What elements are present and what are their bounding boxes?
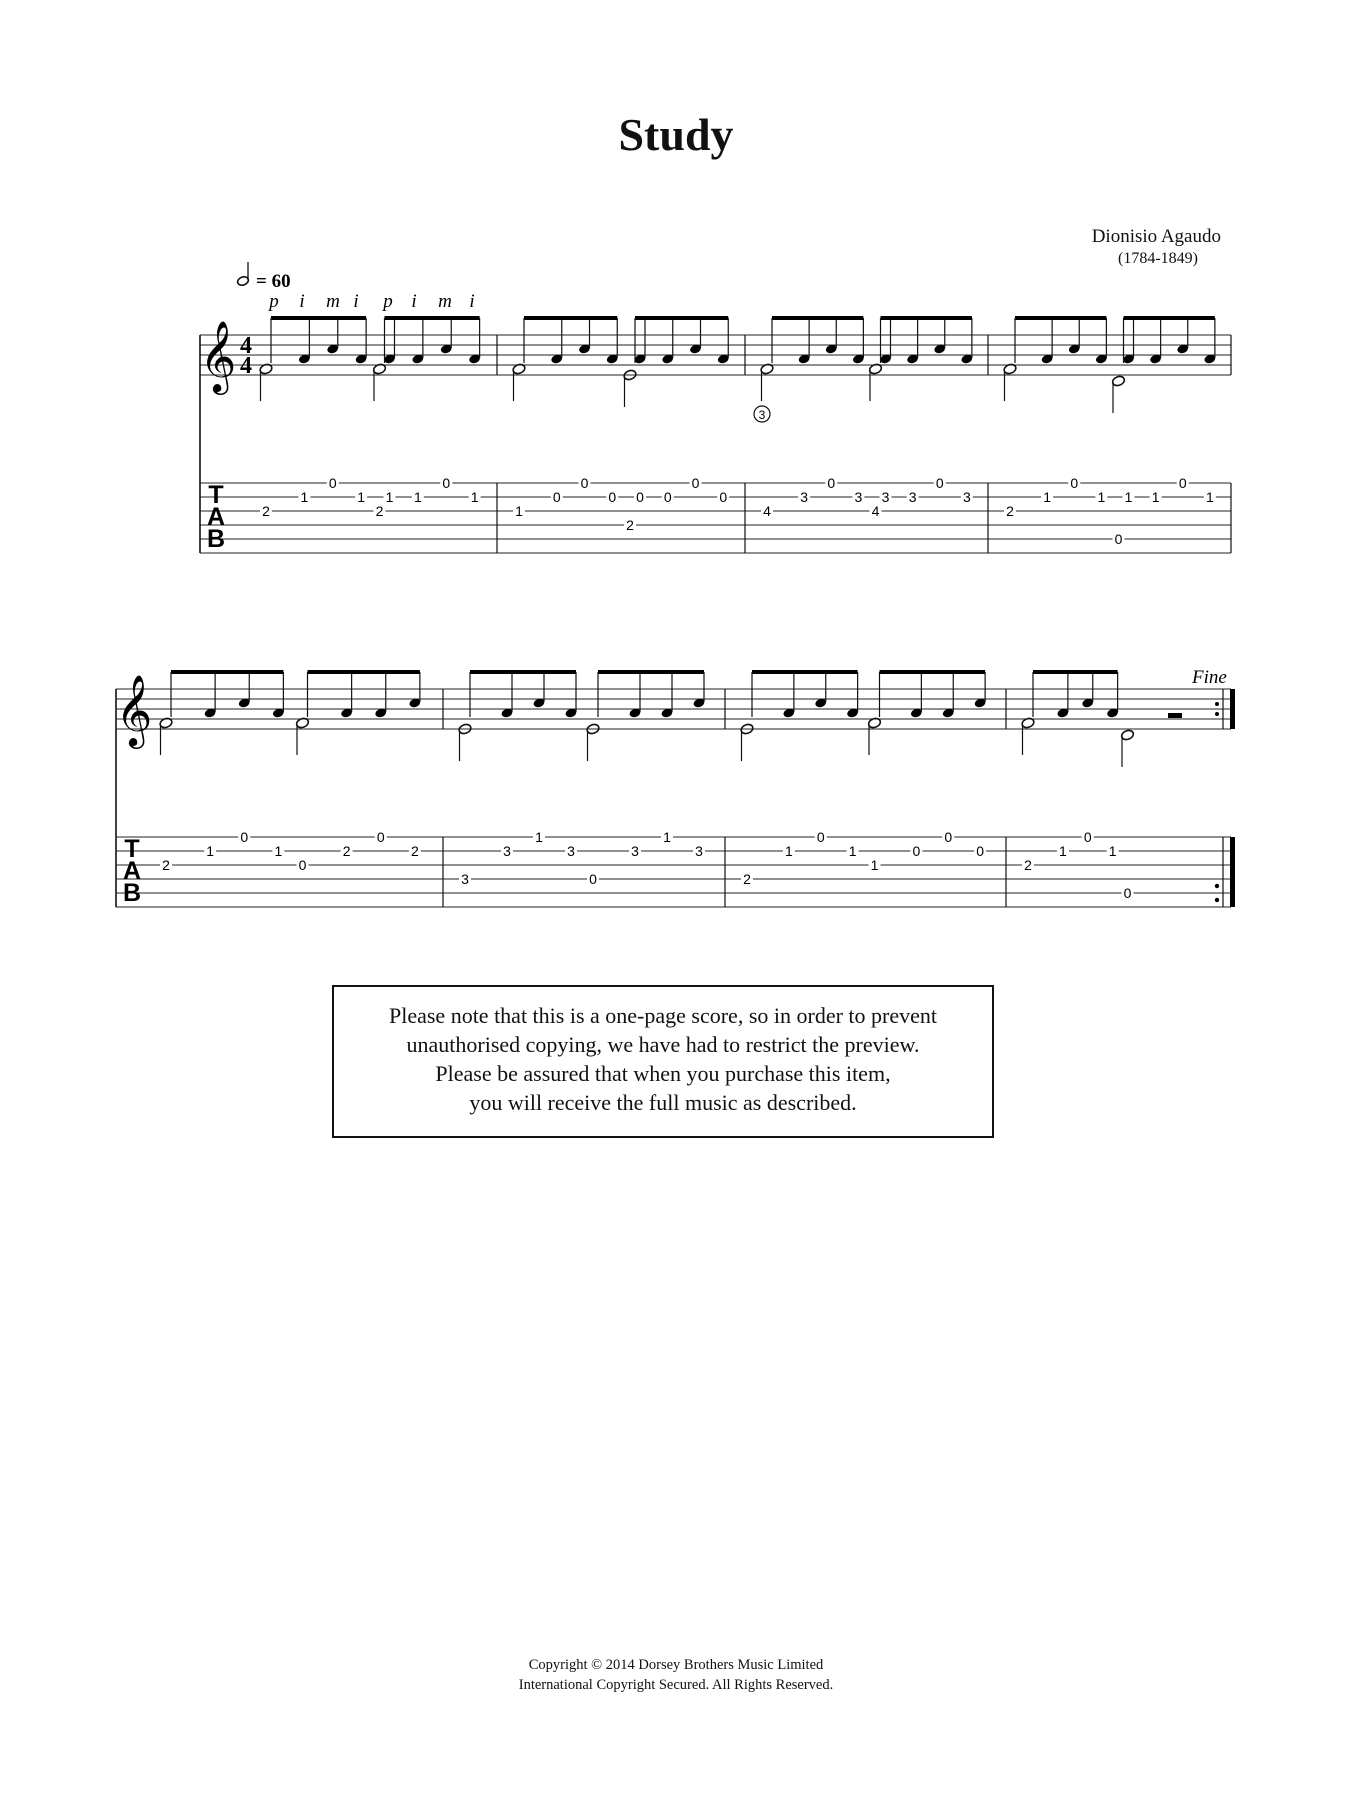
tab-fret-number: 0 (912, 843, 921, 859)
tab-fret-number: 1 (1058, 843, 1067, 859)
fingering-m: m (326, 291, 340, 312)
beam (772, 316, 863, 320)
tab-fret-number: 0 (976, 843, 985, 859)
string-indicator (754, 406, 770, 422)
tab-label-A: A (206, 503, 226, 531)
fingering-m: m (438, 291, 452, 312)
beam (171, 670, 283, 674)
tab-fret-number: 0 (1178, 475, 1187, 491)
beam (524, 316, 617, 320)
half-rest (1168, 713, 1182, 718)
beam (752, 670, 858, 674)
tab-fret-number: 1 (870, 857, 879, 873)
tab-fret-number: 0 (442, 475, 451, 491)
composer-name: Dionisio Agaudo (1091, 226, 1221, 247)
fingering-i: i (353, 291, 359, 312)
tab-fret-number: 3 (631, 843, 639, 859)
measure (1021, 670, 1135, 901)
tab-fret-number: 3 (461, 871, 469, 887)
right-hand-fingering (267, 291, 474, 312)
notice-line: you will receive the full music as described. (469, 1090, 857, 1115)
fingering-p: p (269, 291, 279, 312)
tab-fret-number: 0 (663, 489, 672, 505)
tab-fret-number: 3 (854, 489, 863, 505)
time-signature-numerator: 4 (240, 333, 252, 359)
tab-fret-number: 1 (274, 843, 283, 859)
tab-fret-number: 0 (1083, 829, 1092, 845)
beam (308, 670, 420, 674)
tab-fret-number: 1 (206, 843, 215, 859)
beam (271, 316, 366, 320)
final-thick-bar-tab (1230, 837, 1235, 907)
tab-fret-number: 3 (567, 843, 575, 859)
tab-fret-number: 4 (763, 503, 771, 519)
tab-fret-number: 2 (1006, 503, 1014, 519)
tab-fret-number: 1 (1205, 489, 1214, 505)
beam (385, 316, 480, 320)
tab-fret-number: 0 (636, 489, 644, 505)
tab-fret-number: 1 (300, 489, 309, 505)
tab-fret-number: 0 (589, 871, 597, 887)
tab-fret-number: 0 (1114, 531, 1123, 547)
tab-fret-number: 0 (719, 489, 728, 505)
repeat-dot (1215, 884, 1219, 888)
tab-fret-number: 1 (515, 503, 523, 519)
measure (458, 670, 706, 887)
tab-fret-number: 3 (503, 843, 511, 859)
tab-fret-number: 3 (908, 489, 917, 505)
system-1 (200, 316, 1231, 553)
score-title: Study (618, 109, 734, 160)
beam (880, 670, 986, 674)
tab-fret-number: 3 (695, 843, 703, 859)
tab-fret-number: 1 (663, 829, 671, 845)
tab-fret-number: 3 (800, 489, 809, 505)
tab-fret-number: 2 (342, 843, 351, 859)
notice-line: unauthorised copying, we have had to restrict the preview. (406, 1032, 920, 1057)
tab-fret-number: 0 (580, 475, 589, 491)
preview-notice (332, 985, 994, 1138)
tab-fret-number: 0 (691, 475, 700, 491)
tab-label-A: A (122, 857, 142, 885)
beam (881, 316, 972, 320)
tab-fret-number: 1 (1108, 843, 1117, 859)
tab-fret-number: 0 (552, 489, 561, 505)
measure (259, 316, 481, 519)
tab-fret-number: 0 (816, 829, 825, 845)
measure (512, 316, 730, 533)
tab-fret-number: 0 (827, 475, 836, 491)
tab-fret-number: 1 (357, 489, 366, 505)
tab-fret-number: 1 (1043, 489, 1052, 505)
measure (740, 670, 987, 887)
tab-fret-number: 4 (871, 503, 880, 519)
tab-fret-number: 0 (1070, 475, 1079, 491)
tab-label-T: T (208, 481, 224, 509)
beam (635, 316, 728, 320)
measure (1003, 316, 1217, 547)
beam (1124, 316, 1215, 320)
tab-fret-number: 0 (944, 829, 953, 845)
fingering-i: i (299, 291, 305, 312)
tab-label-B: B (206, 525, 226, 553)
tab-fret-number: 1 (1151, 489, 1160, 505)
measure (760, 316, 974, 519)
tempo-value: = 60 (256, 271, 291, 292)
tab-fret-number: 1 (784, 843, 793, 859)
treble-clef-icon: 𝄞 (115, 673, 153, 746)
measure (159, 670, 422, 873)
tempo-marking (236, 262, 290, 292)
system-2 (116, 670, 1235, 907)
copyright-line: Copyright © 2014 Dorsey Brothers Music Limited (528, 1657, 824, 1673)
tab-fret-number: 1 (848, 843, 857, 859)
fine-marking: Fine (1192, 667, 1227, 688)
beam (1015, 316, 1106, 320)
tab-fret-number: 1 (1124, 489, 1133, 505)
tab-fret-number: 0 (935, 475, 944, 491)
tab-fret-number: 2 (262, 503, 270, 519)
tab-fret-number: 2 (743, 871, 751, 887)
notice-line: Please note that this is a one-page score, so in order to prevent (388, 1003, 937, 1028)
tab-fret-number: 1 (470, 489, 479, 505)
treble-clef-icon: 𝄞 (199, 319, 237, 392)
tab-label-B: B (122, 879, 142, 907)
tab-fret-number: 0 (298, 857, 307, 873)
tab-fret-number: 2 (626, 517, 634, 533)
rights-line: International Copyright Secured. All Rights Reserved. (518, 1677, 834, 1693)
repeat-dot (1215, 898, 1219, 902)
notice-line: Please be assured that when you purchase this item, (435, 1061, 891, 1086)
beam (598, 670, 704, 674)
tab-fret-number: 0 (376, 829, 385, 845)
final-thick-bar (1230, 689, 1235, 729)
score-systems (116, 316, 1235, 907)
tab-fret-number: 2 (410, 843, 419, 859)
tab-fret-number: 0 (1123, 885, 1132, 901)
tab-fret-number: 2 (162, 857, 170, 873)
string-number: 3 (758, 408, 766, 422)
beam (1033, 670, 1118, 674)
tab-fret-number: 2 (375, 503, 384, 519)
tab-fret-number: 1 (535, 829, 543, 845)
tab-fret-number: 3 (881, 489, 890, 505)
tab-fret-number: 3 (962, 489, 971, 505)
fingering-i: i (469, 291, 475, 312)
fingering-i: i (411, 291, 417, 312)
time-signature-denominator: 4 (240, 353, 252, 379)
tab-fret-number: 1 (1097, 489, 1106, 505)
tab-fret-number: 1 (413, 489, 422, 505)
composer-dates: (1784-1849) (1118, 250, 1198, 267)
tab-fret-number: 0 (608, 489, 617, 505)
repeat-dot (1215, 712, 1219, 716)
tab-label-T: T (124, 835, 140, 863)
tab-fret-number: 2 (1024, 857, 1032, 873)
copyright-footer (0, 1655, 1352, 1695)
tab-fret-number: 0 (328, 475, 337, 491)
tab-fret-number: 0 (240, 829, 249, 845)
tab-fret-number: 1 (385, 489, 394, 505)
beam (470, 670, 576, 674)
fingering-p: p (383, 291, 393, 312)
repeat-dot (1215, 702, 1219, 706)
